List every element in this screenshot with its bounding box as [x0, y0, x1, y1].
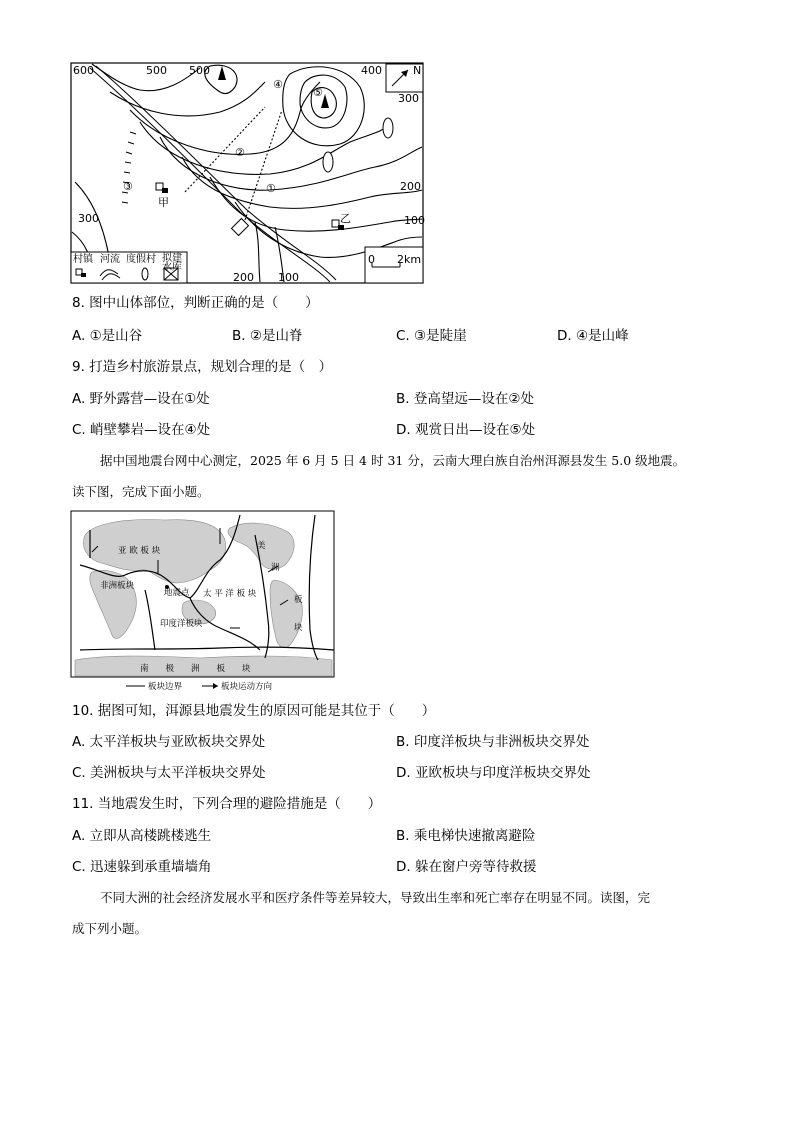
- q10-option-a[interactable]: A. 太平洋板块与亚欧板块交界处: [72, 734, 266, 750]
- contour-label: 300: [398, 92, 419, 105]
- passage1-line2: 读下图，完成下面小题。: [72, 484, 210, 499]
- contour-label: 400: [361, 64, 382, 77]
- contour-label: 500: [146, 64, 167, 77]
- contour-label: 500: [189, 64, 210, 77]
- legend-resort: 度假村: [126, 254, 156, 265]
- point-label-4: ④: [273, 78, 283, 91]
- contour-label: 100: [278, 271, 299, 284]
- point-label-2: ②: [235, 146, 245, 159]
- contour-label: 600: [73, 64, 94, 77]
- point-label-3: ③: [123, 180, 133, 193]
- passage1-line1: 据中国地震台网中心测定，2025 年 6 月 5 日 4 时 31 分，云南大理白族自治州洱源县发生 5.0 级地震。: [100, 453, 686, 468]
- contour-label: 100: [404, 214, 425, 227]
- q8-option-a[interactable]: A. ①是山谷: [72, 328, 143, 344]
- plate-label-pacific: 太 平 洋 板 块: [203, 589, 257, 599]
- legend-plate-boundary: 板块边界: [148, 682, 183, 692]
- topographic-map: [70, 62, 426, 286]
- legend-reservoir: 水库: [162, 262, 182, 273]
- q11-option-c[interactable]: C. 迅速躲到承重墙墙角: [72, 859, 212, 875]
- q11-stem: 11. 当地震发生时，下列合理的避险措施是（ ）: [72, 796, 382, 812]
- plate-label-america-1: 美: [257, 541, 266, 551]
- q9-option-c[interactable]: C. 峭壁攀岩—设在④处: [72, 422, 211, 438]
- q11-option-d[interactable]: D. 躲在窗户旁等待救援: [396, 859, 537, 875]
- point-label-1: ①: [266, 182, 276, 195]
- q10-option-c[interactable]: C. 美洲板块与太平洋板块交界处: [72, 765, 266, 781]
- point-label-5: ⑤: [313, 86, 323, 99]
- q9-option-d[interactable]: D. 观赏日出—设在⑤处: [396, 422, 536, 438]
- earthquake-point-label: 地震点: [164, 588, 190, 598]
- legend-village: 村镇: [73, 254, 93, 265]
- q8-stem: 8. 图中山体部位，判断正确的是（ ）: [72, 295, 319, 311]
- q10-option-b[interactable]: B. 印度洋板块与非洲板块交界处: [396, 734, 590, 750]
- place-label-jia: 甲: [158, 196, 169, 209]
- passage2-line1: 不同大洲的社会经济发展水平和医疗条件等差异较大，导致出生率和死亡率存在明显不同。读图，完: [100, 890, 651, 905]
- place-label-yi: 乙: [340, 212, 351, 225]
- plate-label-kuai: 块: [294, 623, 303, 633]
- plate-label-antarctic: 南 极 洲 板 块: [140, 664, 251, 674]
- scale-zero: 0: [368, 253, 375, 266]
- q9-option-b[interactable]: B. 登高望远—设在②处: [396, 391, 534, 407]
- q8-option-c[interactable]: C. ③是陡崖: [396, 328, 467, 344]
- legend-planned: 拟建: [162, 253, 182, 264]
- contour-label: 200: [400, 180, 421, 193]
- q9-stem: 9. 打造乡村旅游景点，规划合理的是（ ）: [72, 359, 333, 375]
- contour-label: 200: [233, 271, 254, 284]
- legend-river: 河流: [100, 254, 120, 265]
- q8-option-b[interactable]: B. ②是山脊: [232, 328, 303, 344]
- north-label: N: [413, 64, 422, 77]
- passage2-line2: 成下列小题。: [72, 921, 148, 936]
- plate-label-eurasian: 亚 欧 板 块: [118, 546, 161, 556]
- q11-option-a[interactable]: A. 立即从高楼跳楼逃生: [72, 828, 212, 844]
- q8-option-d[interactable]: D. ④是山峰: [557, 328, 629, 344]
- plate-label-ban: 板: [294, 595, 303, 605]
- q9-option-a[interactable]: A. 野外露营—设在①处: [72, 391, 210, 407]
- plate-map: [70, 510, 336, 692]
- plate-label-indian: 印度洋板块: [160, 619, 203, 629]
- q10-option-d[interactable]: D. 亚欧板块与印度洋板块交界处: [396, 765, 591, 781]
- scale-dist: 2km: [397, 253, 422, 266]
- q10-stem: 10. 据图可知，洱源县地震发生的原因可能是其位于（ ）: [72, 703, 436, 719]
- plate-label-african: 非洲板块: [100, 581, 135, 591]
- plate-label-america-2: 洲: [271, 563, 280, 573]
- legend-plate-motion: 板块运动方向: [221, 682, 273, 692]
- q11-option-b[interactable]: B. 乘电梯快速撤离避险: [396, 828, 536, 844]
- contour-label: 300: [78, 212, 99, 225]
